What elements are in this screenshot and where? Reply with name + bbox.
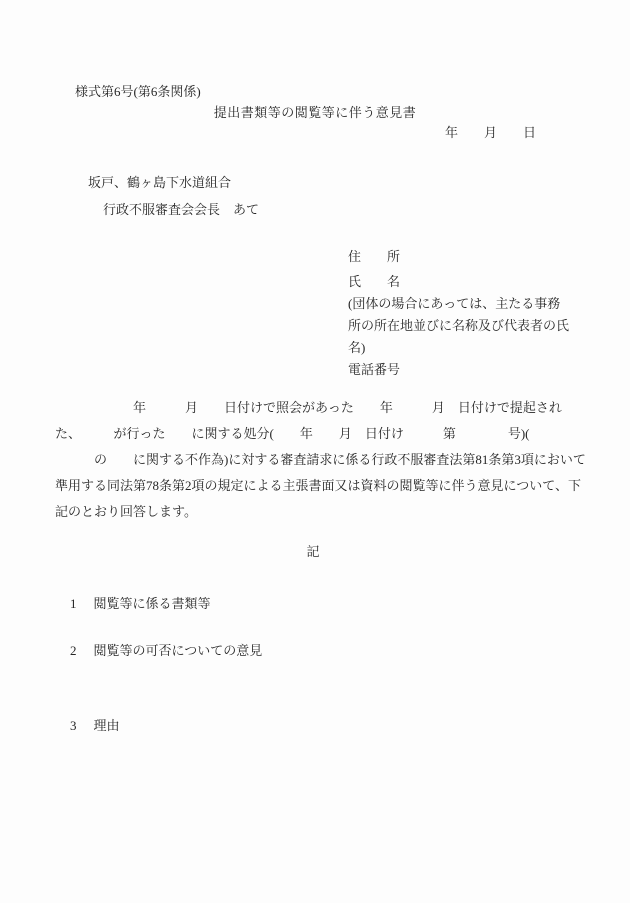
body-paragraph [55,395,586,525]
item-number: 1 [70,596,77,611]
recipient-organization: 坂戸、鶴ヶ島下水道組合 [88,175,232,190]
list-item-documents [70,593,211,612]
form-number: 様式第6号(第6条関係) [75,84,201,99]
applicant-note-line-2: 所の所在地並びに名称及び代表者の氏 [348,318,570,333]
phone-label: 電話番号 [348,362,401,377]
item-label: 理由 [93,718,120,733]
body-line-5: 記のとおり回答します。 [55,504,197,519]
address-label: 住 所 [348,249,401,264]
applicant-note-line-1: (団体の場合にあっては、主たる事務 [348,296,561,311]
item-label: 閲覧等の可否についての意見 [93,643,263,658]
list-item-reason [70,715,120,734]
name-label: 氏 名 [348,274,401,289]
document-title: 提出書類等の閲覧等に伴う意見書 [213,105,417,120]
item-number: 3 [70,718,77,733]
body-line-2: た、 が行った に関する処分( 年 月 日付け 第 号)( [55,426,530,441]
body-line-3: の に関する不作為)に対する審査請求に係る行政不服審査法第81条第3項において [55,452,586,467]
applicant-info-block [348,246,569,381]
record-heading: 記 [306,544,320,559]
body-line-4: 準用する同法第78条第2項の規定による主張書面又は資料の閲覧等に伴う意見について、下 [55,478,581,493]
item-number: 2 [70,643,77,658]
applicant-note-line-3: 名) [348,340,366,355]
date-line: 年 月 日 [445,125,537,140]
list-item-opinion [70,640,262,659]
item-label: 閲覧等に係る書類等 [93,596,211,611]
recipient-addressee: 行政不服審査会会長 あて [103,202,260,217]
body-line-1: 年 月 日付けで照会があった 年 月 日付けで提起され [55,400,562,415]
